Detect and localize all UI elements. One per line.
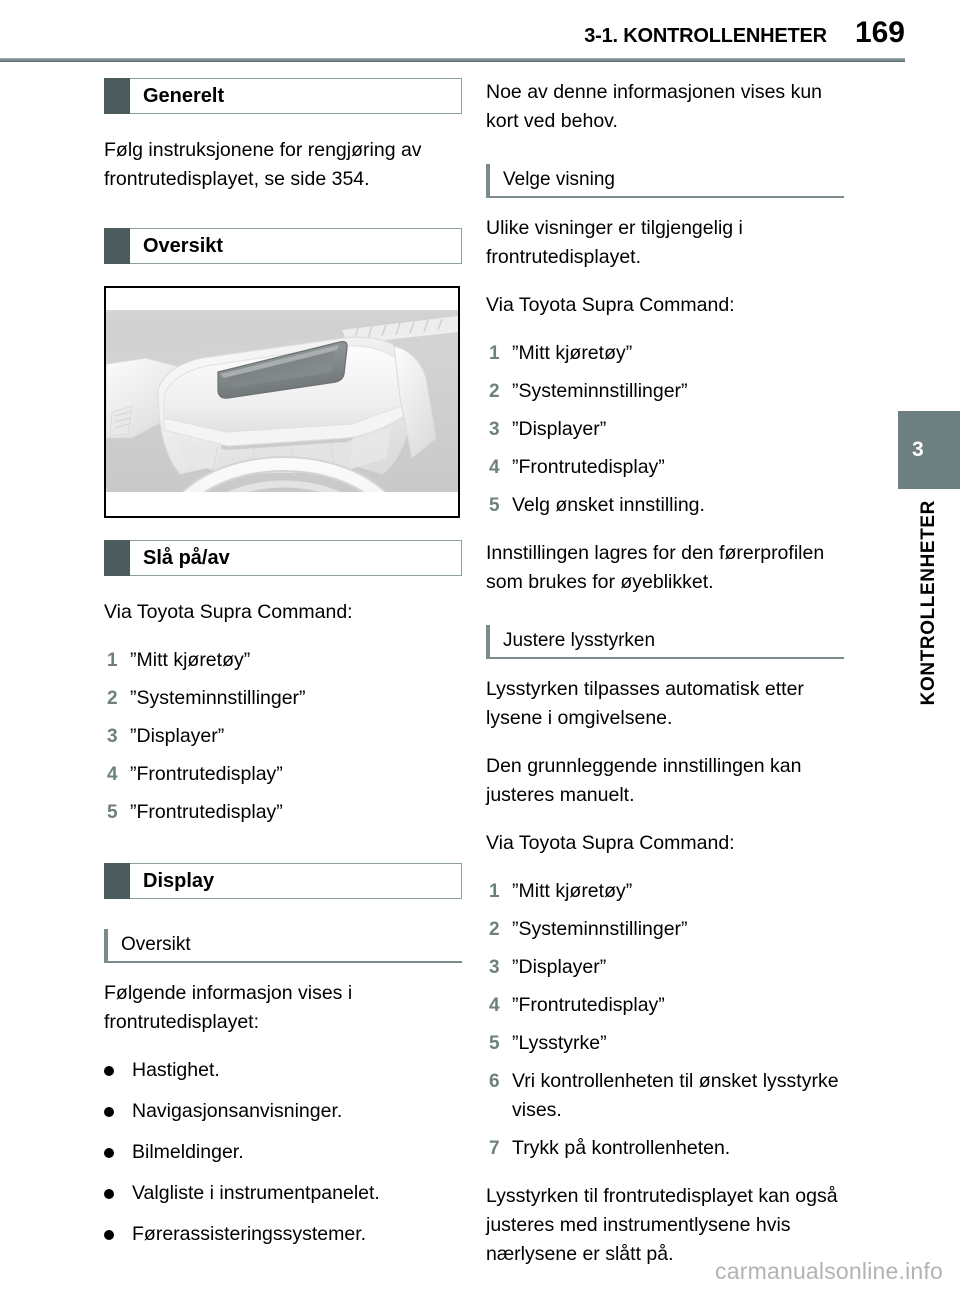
step-list-velge-visning: [486, 339, 844, 520]
list-item: [486, 491, 844, 520]
heading-accent-bar: [104, 228, 130, 264]
list-item: [104, 646, 462, 675]
list-item: [486, 1067, 844, 1125]
section-heading-display: [104, 863, 462, 899]
step-text: ”Displayer”: [512, 418, 607, 440]
subheading-justere-lysstyrken: Justere lysstyrken: [486, 625, 844, 659]
page-header: [0, 18, 905, 52]
section-heading-label: Slå på/av: [130, 540, 462, 576]
subheading-display-oversikt: Oversikt: [104, 929, 462, 963]
subheading-velge-visning: Velge visning: [486, 164, 844, 198]
list-item: [486, 415, 844, 444]
bullet-list-display: [104, 1056, 462, 1249]
step-number: 7: [489, 1138, 500, 1159]
step-list-justere-lysstyrken: [486, 877, 844, 1163]
chapter-tab-number: 3: [898, 411, 960, 489]
step-text: ”Systeminnstillinger”: [512, 918, 688, 940]
list-item: [104, 1179, 462, 1208]
header-divider: [0, 58, 905, 62]
paragraph-sla-pa-av-intro: Via Toyota Supra Command:: [104, 601, 353, 623]
list-item: [104, 1138, 462, 1167]
section-heading-oversikt: [104, 228, 462, 264]
step-text: Trykk på kontrollenheten.: [512, 1137, 731, 1159]
step-number: 2: [489, 381, 500, 402]
chapter-tab-label: [898, 500, 960, 800]
step-number: 3: [489, 957, 500, 978]
chapter-title: 3-1. KONTROLLENHETER: [584, 25, 827, 47]
list-item: [486, 1134, 844, 1163]
bullet-icon: [104, 1056, 132, 1076]
paragraph-lysstyrken-closing: Lysstyrken til frontrutedisplayet kan også justeres med instrumentlysene hvis nærlysene er slått på.: [486, 1185, 838, 1265]
list-item: [104, 760, 462, 789]
heading-accent-bar: [104, 863, 130, 899]
left-column: [104, 78, 462, 1268]
list-item: [104, 1097, 462, 1126]
step-number: 1: [489, 881, 500, 902]
step-text: ”Systeminnstillinger”: [130, 687, 306, 709]
heading-accent-bar: [104, 540, 130, 576]
paragraph-velge-visning-1: Ulike visninger er tilgjengelig i frontrutedisplayet.: [486, 217, 743, 268]
list-item: [104, 722, 462, 751]
list-item: [486, 453, 844, 482]
bullet-text: Navigasjonsanvisninger.: [132, 1100, 343, 1122]
list-item: [104, 1220, 462, 1249]
step-text: ”Systeminnstillinger”: [512, 380, 688, 402]
paragraph-generelt: Følg instruksjonene for rengjøring av frontrutedisplayet, se side 354.: [104, 139, 422, 190]
heading-accent-bar: [104, 78, 130, 114]
bullet-text: Valgliste i instrumentpanelet.: [132, 1182, 380, 1204]
step-number: 4: [107, 764, 118, 785]
step-number: 1: [489, 343, 500, 364]
step-number: 3: [489, 419, 500, 440]
step-number: 2: [489, 919, 500, 940]
step-number: 6: [489, 1071, 500, 1092]
section-heading-label: Generelt: [130, 78, 462, 114]
step-text: ”Mitt kjøretøy”: [512, 880, 633, 902]
section-heading-label: Oversikt: [130, 228, 462, 264]
list-item: [486, 991, 844, 1020]
bullet-text: Hastighet.: [132, 1059, 220, 1081]
step-text: ”Displayer”: [130, 725, 225, 747]
step-number: 5: [107, 802, 118, 823]
bullet-text: Bilmeldinger.: [132, 1141, 244, 1163]
step-number: 2: [107, 688, 118, 709]
step-list-sla-pa-av: [104, 646, 462, 827]
step-number: 4: [489, 995, 500, 1016]
step-text: ”Mitt kjøretøy”: [512, 342, 633, 364]
step-text: ”Frontrutedisplay”: [130, 801, 283, 823]
list-item: [104, 798, 462, 827]
step-number: 1: [107, 650, 118, 671]
step-text: Velg ønsket innstilling.: [512, 494, 705, 516]
section-heading-sla-pa-av: [104, 540, 462, 576]
step-text: ”Mitt kjøretøy”: [130, 649, 251, 671]
paragraph-lysstyrken-2: Den grunnleggende innstillingen kan justeres manuelt.: [486, 755, 802, 806]
paragraph-display: Følgende informasjon vises i frontrutedisplayet:: [104, 982, 353, 1033]
step-number: 5: [489, 495, 500, 516]
list-item: [486, 377, 844, 406]
list-item: [486, 1029, 844, 1058]
hud-dashboard-illustration: [104, 286, 460, 518]
chapter-tab-label-text: KONTROLLENHETER: [918, 500, 939, 706]
step-text: ”Frontrutedisplay”: [512, 456, 665, 478]
dashboard-hud-diagram: [106, 288, 458, 516]
paragraph-intro-continued: Noe av denne informasjonen vises kun kort ved behov.: [486, 81, 823, 132]
step-number: 4: [489, 457, 500, 478]
list-item: [486, 953, 844, 982]
step-text: ”Frontrutedisplay”: [512, 994, 665, 1016]
step-number: 5: [489, 1033, 500, 1054]
page-number: 169: [854, 16, 905, 49]
list-item: [486, 915, 844, 944]
paragraph-velge-visning-2: Via Toyota Supra Command:: [486, 294, 735, 316]
step-text: Vri kontrollenheten til ønsket lysstyrke vises.: [512, 1070, 839, 1121]
bullet-icon: [104, 1097, 132, 1117]
list-item: [104, 1056, 462, 1085]
step-text: ”Frontrutedisplay”: [130, 763, 283, 785]
paragraph-lysstyrken-3: Via Toyota Supra Command:: [486, 832, 735, 854]
section-heading-generelt: [104, 78, 462, 114]
bullet-icon: [104, 1138, 132, 1158]
section-heading-label: Display: [130, 863, 462, 899]
list-item: [104, 684, 462, 713]
paragraph-lysstyrken-1: Lysstyrken tilpasses automatisk etter lysene i omgivelsene.: [486, 678, 804, 729]
right-column: [486, 78, 844, 1288]
step-number: 3: [107, 726, 118, 747]
bullet-icon: [104, 1179, 132, 1199]
bullet-icon: [104, 1220, 132, 1240]
bullet-text: Førerassisteringssystemer.: [132, 1223, 367, 1245]
list-item: [486, 339, 844, 368]
site-watermark: carmanualsonline.info: [715, 1258, 943, 1284]
step-text: ”Displayer”: [512, 956, 607, 978]
list-item: [486, 877, 844, 906]
paragraph-velge-visning-closing: Innstillingen lagres for den førerprofilen som brukes for øyeblikket.: [486, 542, 825, 593]
step-text: ”Lysstyrke”: [512, 1032, 607, 1054]
